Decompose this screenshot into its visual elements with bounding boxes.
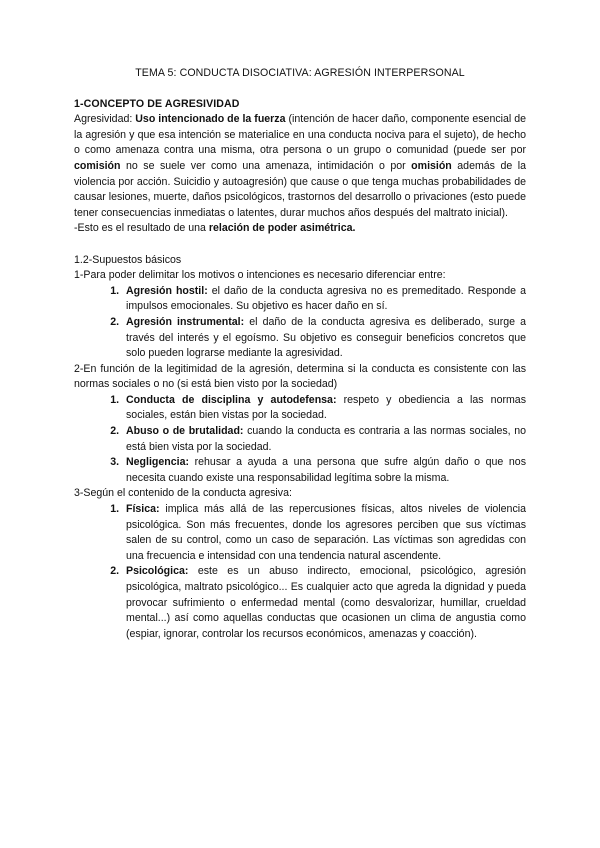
list-item-text: implica más allá de las repercusiones físicas, altos niveles de violencia psicológica. Son más frecuentes, donde los agresores perciben que sus víctimas salen de su control, como un caso de separación. Las víctimas son agredidas con una frecuencia e intensidad con una tendencia natural ascendente. bbox=[126, 503, 526, 562]
list-item-term: Física: bbox=[126, 503, 160, 516]
list-item-term: Agresión hostil: bbox=[126, 284, 208, 297]
definition-text-1: (intención de hacer daño, componente esencial de la agresión y que esa intención se materialice en una conducta nociva para el sujeto), de hecho o como amenaza contra una misma, otra persona o un grupo o comunidad (puede ser por bbox=[74, 113, 526, 157]
result-bold: relación de poder asimétrica. bbox=[208, 222, 356, 235]
criterion-2-list bbox=[74, 393, 526, 487]
list-item-text: cuando la conducta es contraria a las normas sociales, no está bien vista por la sociedad. bbox=[126, 425, 527, 453]
list-item-text: el daño de la conducta agresiva no es premeditado. Responde a impulsos emocionales. Su objetivo es hacer daño en sí. bbox=[126, 284, 526, 313]
definition-bold-omision: omisión bbox=[411, 159, 452, 172]
list-item-text: este es un abuso indirecto, emocional, psicológico, agresión psicológica, maltrato psicológico... Es cualquier acto que agreda la dignidad y pueda provocar sufrimiento o enfermedad mental (como desvalorizar, humillar, crueldad mental...) así como aquellas conductas que ocasionen un clima de angustia como (espiar, ignorar, controlar los recursos económicos, amenazas y coacción). bbox=[126, 565, 526, 640]
list-item-term: Psicológica: bbox=[126, 565, 189, 578]
list-item-term: Negligencia: bbox=[126, 456, 189, 469]
criterion-1-list bbox=[74, 284, 526, 362]
list-item bbox=[122, 315, 526, 362]
subsection-heading: 1.2-Supuestos básicos bbox=[74, 253, 182, 266]
list-item-text: el daño de la conducta agresiva es deliberado, surge a través del interés y el egoísmo. Su objetivo es conseguir beneficios concretos que solo pueden lograrse mediante la agresividad. bbox=[126, 315, 526, 360]
list-item bbox=[122, 393, 526, 424]
criterion-3-list bbox=[74, 502, 526, 642]
page-title: TEMA 5: CONDUCTA DISOCIATIVA: AGRESIÓN INTERPERSONAL bbox=[135, 67, 465, 79]
definition-label: Agresividad: bbox=[74, 113, 136, 126]
result-paragraph bbox=[74, 221, 526, 237]
list-item-term: Abuso o de brutalidad: bbox=[126, 425, 244, 438]
result-text: -Esto es el resultado de una bbox=[74, 222, 209, 235]
list-item bbox=[122, 284, 526, 315]
list-item-term: Conducta de disciplina y autodefensa: bbox=[126, 393, 337, 406]
definition-text-2: no se suele ver como una amenaza, intimidación o por bbox=[120, 159, 412, 172]
list-item bbox=[122, 502, 526, 564]
definition-bold-comision: comisión bbox=[74, 159, 121, 172]
definition-paragraph bbox=[74, 112, 526, 221]
list-item bbox=[122, 424, 526, 455]
list-item-text: rehusar a ayuda a una persona que sufre algún daño o que nos necesita cuando existe una responsabilidad legítima sobre la misma. bbox=[126, 456, 526, 484]
criterion-1-text: 1-Para poder delimitar los motivos o intenciones es necesario diferenciar entre: bbox=[74, 269, 446, 282]
spacer bbox=[74, 237, 526, 253]
criterion-3-text: 3-Según el contenido de la conducta agresiva: bbox=[74, 487, 292, 500]
section-heading-concepto: 1-CONCEPTO DE AGRESIVIDAD bbox=[74, 97, 240, 110]
list-item bbox=[122, 455, 526, 486]
list-item bbox=[122, 564, 526, 642]
criterion-2-text: 2-En función de la legitimidad de la agresión, determina si la conducta es consistente con las normas sociales o no (si está bien visto por la sociedad) bbox=[74, 362, 526, 391]
list-item-term: Agresión instrumental: bbox=[126, 315, 245, 328]
list-item-text: respeto y obediencia a las normas sociales, están bien vistas por la sociedad. bbox=[126, 393, 526, 422]
definition-text-3: además de la violencia por acción. Suicidio y autoagresión) que cause o que tenga muchas probabilidades de causar lesiones, muerte, daños psicológicos, trastornos del desarrollo o privaciones (esto puede tener consecuencias inmediatas o latentes, durar muchos años después del maltrato inicial). bbox=[74, 159, 526, 219]
definition-bold: Uso intencionado de la fuerza bbox=[135, 113, 286, 126]
